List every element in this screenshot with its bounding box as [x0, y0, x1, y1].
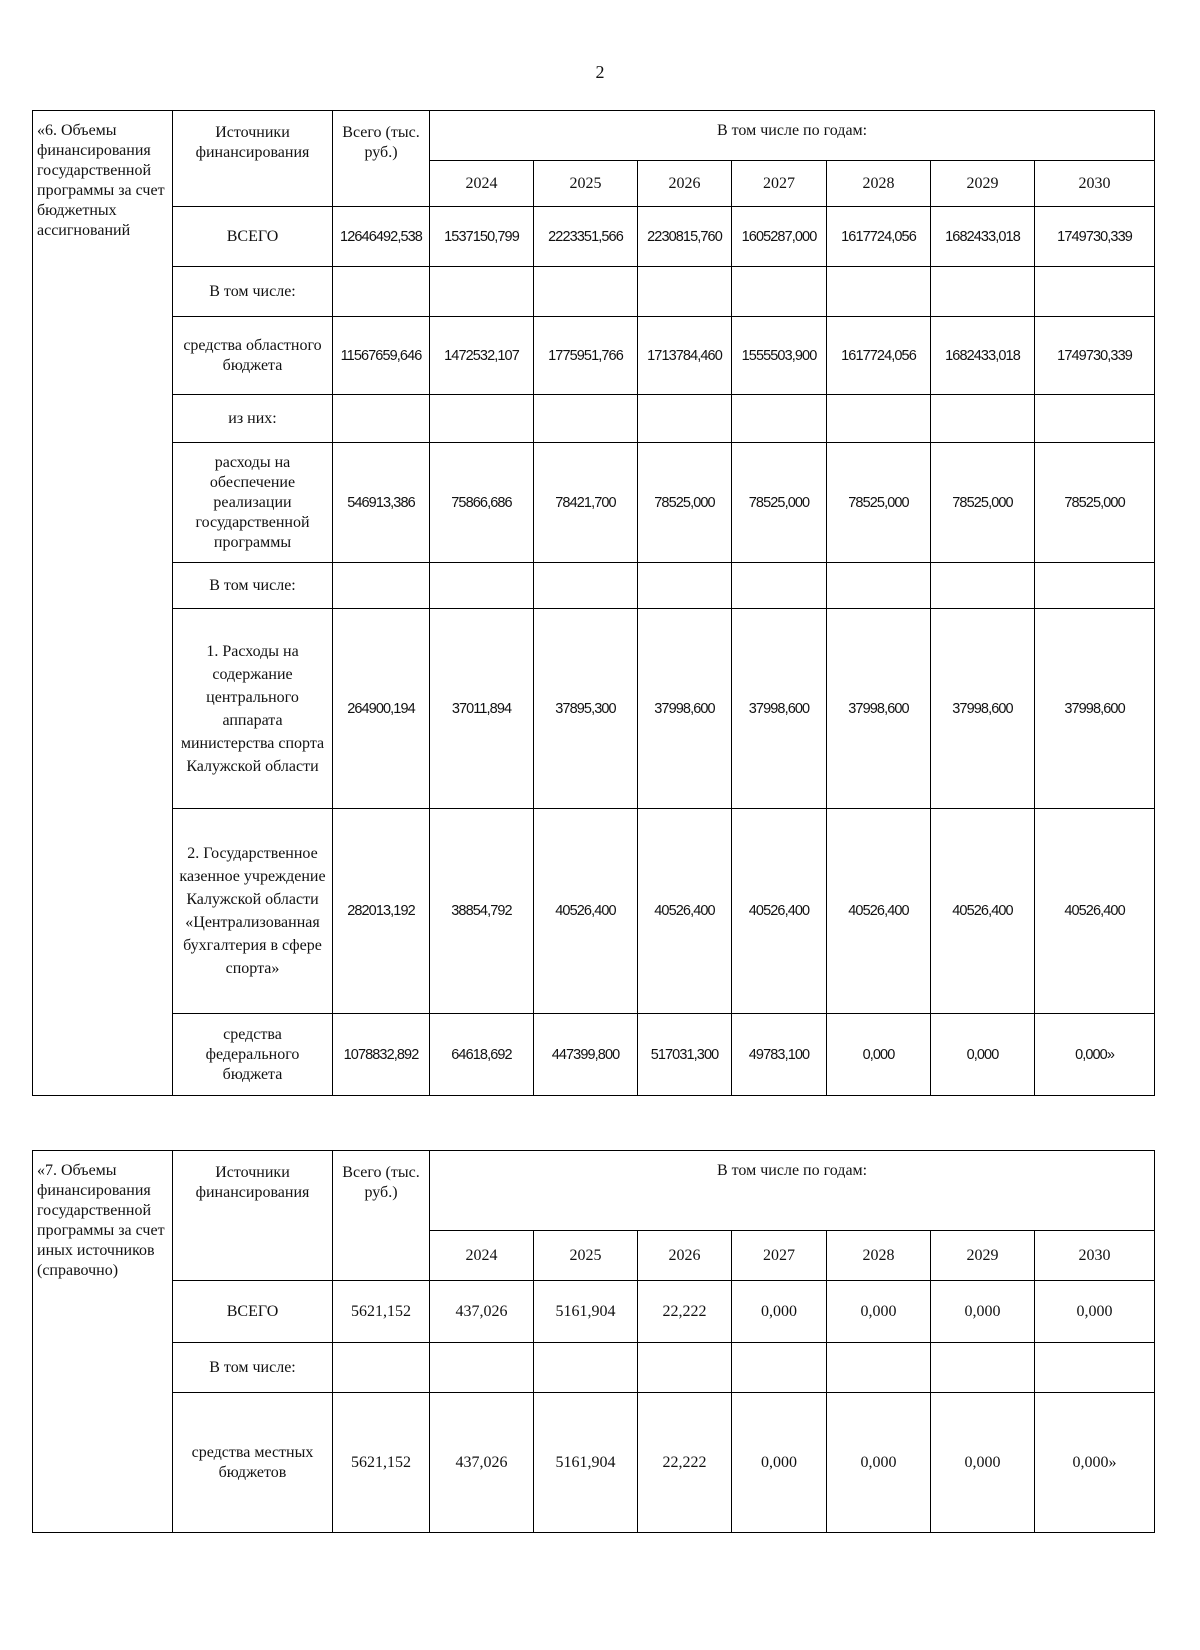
- row-value: 1617724,056: [827, 207, 931, 267]
- row-value: 40526,400: [732, 809, 827, 1014]
- row-value: 37998,600: [638, 609, 732, 809]
- header-year: 2029: [931, 1231, 1035, 1281]
- header-year: 2030: [1035, 161, 1155, 207]
- row-value: 5161,904: [534, 1393, 638, 1533]
- header-year: 2024: [430, 1231, 534, 1281]
- row-value: [931, 395, 1035, 443]
- row-value: [638, 395, 732, 443]
- table-row: [33, 1343, 1155, 1393]
- row-value: 1775951,766: [534, 317, 638, 395]
- row-label: средства областного бюджета: [173, 317, 333, 395]
- row-value: [732, 1343, 827, 1393]
- row-value: [638, 267, 732, 317]
- header-year: 2026: [638, 1231, 732, 1281]
- row-total: 12646492,538: [333, 207, 430, 267]
- row-value: 447399,800: [534, 1014, 638, 1096]
- header-by-years: В том числе по годам:: [430, 111, 1155, 161]
- row-label: 1. Расходы на содержание центрального аппарата министерства спорта Калужской области: [173, 609, 333, 809]
- header-year: 2026: [638, 161, 732, 207]
- row-value: 40526,400: [534, 809, 638, 1014]
- row-value: [1035, 267, 1155, 317]
- table-row: [33, 1014, 1155, 1096]
- row-total: 282013,192: [333, 809, 430, 1014]
- row-total: 5621,152: [333, 1281, 430, 1343]
- page-number: 2: [595, 62, 605, 82]
- row-value: 1555503,900: [732, 317, 827, 395]
- row-label: В том числе:: [173, 1343, 333, 1393]
- financing-table-other-sources: [32, 1150, 1155, 1533]
- header-total: Всего (тыс. руб.): [333, 1151, 430, 1281]
- row-total: [333, 1343, 430, 1393]
- row-value: 1537150,799: [430, 207, 534, 267]
- row-value: 37998,600: [931, 609, 1035, 809]
- row-value: 0,000: [931, 1393, 1035, 1533]
- table-row: [33, 267, 1155, 317]
- row-value: 78525,000: [931, 443, 1035, 563]
- row-value: [1035, 395, 1155, 443]
- row-value: 0,000: [827, 1393, 931, 1533]
- financing-table-budget: [32, 110, 1155, 1096]
- row-value: [534, 267, 638, 317]
- row-value: 22,222: [638, 1281, 732, 1343]
- row-value: 40526,400: [1035, 809, 1155, 1014]
- row-label: 2. Государственное казенное учреждение Калужской области «Централизованная бухгалтерия в сфере спорта»: [173, 809, 333, 1014]
- row-value: [430, 395, 534, 443]
- row-value: 5161,904: [534, 1281, 638, 1343]
- row-value: 37998,600: [732, 609, 827, 809]
- row-value: 2223351,566: [534, 207, 638, 267]
- row-total: [333, 267, 430, 317]
- row-value: [534, 1343, 638, 1393]
- row-value: 37998,600: [827, 609, 931, 809]
- row-value: 78525,000: [1035, 443, 1155, 563]
- row-value: [827, 395, 931, 443]
- row-value: 78525,000: [827, 443, 931, 563]
- paragraph-cell: «7. Объемы финансирования государственной программы за счет иных источников (справочно): [33, 1151, 173, 1533]
- row-value: 517031,300: [638, 1014, 732, 1096]
- row-value: [827, 267, 931, 317]
- row-total: 11567659,646: [333, 317, 430, 395]
- header-total: Всего (тыс. руб.): [333, 111, 430, 207]
- row-value: 78525,000: [638, 443, 732, 563]
- row-value: 40526,400: [638, 809, 732, 1014]
- row-value: 37998,600: [1035, 609, 1155, 809]
- row-value: 0,000: [732, 1281, 827, 1343]
- header-year: 2024: [430, 161, 534, 207]
- table-row: [33, 809, 1155, 1014]
- row-value: 49783,100: [732, 1014, 827, 1096]
- row-value: [430, 1343, 534, 1393]
- row-total: 546913,386: [333, 443, 430, 563]
- row-value: 0,000: [931, 1014, 1035, 1096]
- row-value: 1713784,460: [638, 317, 732, 395]
- row-value: [534, 563, 638, 609]
- row-value: 22,222: [638, 1393, 732, 1533]
- row-value: 78421,700: [534, 443, 638, 563]
- row-value: [1035, 563, 1155, 609]
- row-value: [1035, 1343, 1155, 1393]
- header-year: 2029: [931, 161, 1035, 207]
- row-value: [827, 1343, 931, 1393]
- row-value: 0,000: [931, 1281, 1035, 1343]
- table-row: [33, 1281, 1155, 1343]
- row-total: 5621,152: [333, 1393, 430, 1533]
- row-label: ВСЕГО: [173, 207, 333, 267]
- row-value: 1749730,339: [1035, 207, 1155, 267]
- table-row: [33, 443, 1155, 563]
- table-row: [33, 1393, 1155, 1533]
- header-year: 2030: [1035, 1231, 1155, 1281]
- row-value: 78525,000: [732, 443, 827, 563]
- row-value: [732, 267, 827, 317]
- header-sources: Источники финансирования: [173, 1151, 333, 1281]
- row-label: из них:: [173, 395, 333, 443]
- table-row: [33, 207, 1155, 267]
- header-by-years: В том числе по годам:: [430, 1151, 1155, 1231]
- row-value: 0,000: [827, 1281, 931, 1343]
- table-row: [33, 395, 1155, 443]
- header-year: 2028: [827, 161, 931, 207]
- header-year: 2025: [534, 1231, 638, 1281]
- row-value: [534, 395, 638, 443]
- table-row: [33, 563, 1155, 609]
- row-label: средства местных бюджетов: [173, 1393, 333, 1533]
- row-value: 1682433,018: [931, 317, 1035, 395]
- row-label: ВСЕГО: [173, 1281, 333, 1343]
- row-value: 38854,792: [430, 809, 534, 1014]
- row-value: [430, 267, 534, 317]
- row-value: 37895,300: [534, 609, 638, 809]
- row-value: 1472532,107: [430, 317, 534, 395]
- row-value: [638, 1343, 732, 1393]
- row-value: [732, 563, 827, 609]
- row-value: [732, 395, 827, 443]
- row-value: 0,000: [732, 1393, 827, 1533]
- header-year: 2027: [732, 161, 827, 207]
- row-value: [931, 267, 1035, 317]
- row-value: 40526,400: [931, 809, 1035, 1014]
- row-label: средства федерального бюджета: [173, 1014, 333, 1096]
- row-label: расходы на обеспечение реализации государственной программы: [173, 443, 333, 563]
- header-year: 2027: [732, 1231, 827, 1281]
- row-value: 75866,686: [430, 443, 534, 563]
- row-value: 64618,692: [430, 1014, 534, 1096]
- header-year: 2025: [534, 161, 638, 207]
- row-value: 37011,894: [430, 609, 534, 809]
- paragraph-cell: «6. Объемы финансирования государственной программы за счет бюджетных ассигнований: [33, 111, 173, 1096]
- row-total: [333, 563, 430, 609]
- row-total: 1078832,892: [333, 1014, 430, 1096]
- row-value: 1749730,339: [1035, 317, 1155, 395]
- row-value: 0,000: [1035, 1281, 1155, 1343]
- row-label: В том числе:: [173, 267, 333, 317]
- row-value: [827, 563, 931, 609]
- row-value: 437,026: [430, 1393, 534, 1533]
- row-value: 0,000»: [1035, 1393, 1155, 1533]
- row-value: [638, 563, 732, 609]
- row-value: [430, 563, 534, 609]
- row-value: 0,000»: [1035, 1014, 1155, 1096]
- row-value: [931, 1343, 1035, 1393]
- row-value: 1682433,018: [931, 207, 1035, 267]
- row-label: В том числе:: [173, 563, 333, 609]
- table-row: [33, 609, 1155, 809]
- row-total: 264900,194: [333, 609, 430, 809]
- row-value: 1617724,056: [827, 317, 931, 395]
- header-year: 2028: [827, 1231, 931, 1281]
- row-value: 2230815,760: [638, 207, 732, 267]
- row-value: 0,000: [827, 1014, 931, 1096]
- row-value: 1605287,000: [732, 207, 827, 267]
- row-value: 40526,400: [827, 809, 931, 1014]
- row-value: 437,026: [430, 1281, 534, 1343]
- header-sources: Источники финансирования: [173, 111, 333, 207]
- row-value: [931, 563, 1035, 609]
- row-total: [333, 395, 430, 443]
- table-row: [33, 317, 1155, 395]
